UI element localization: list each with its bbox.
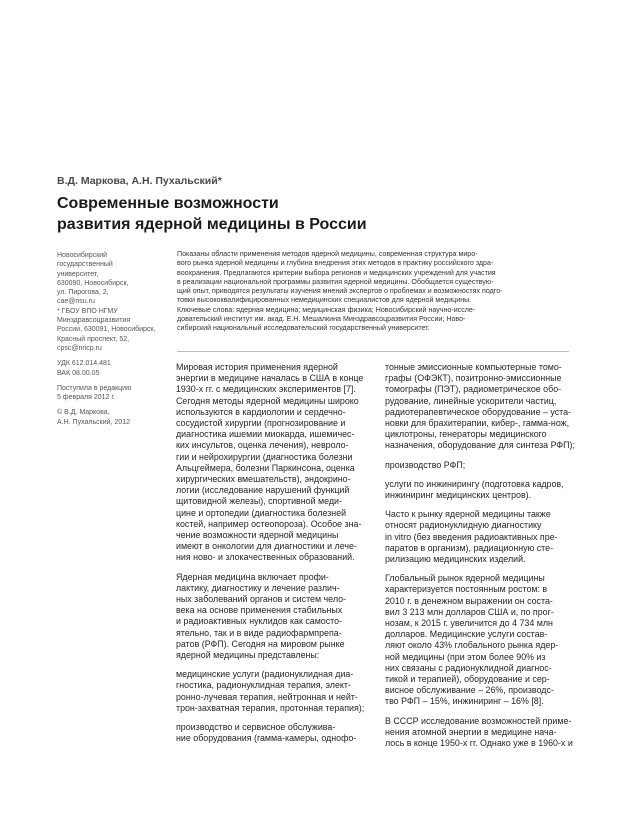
text-line: относят радионуклидную диагностику bbox=[385, 520, 542, 531]
text-line: 5 февраля 2012 г. bbox=[57, 394, 115, 402]
text-line: ляют около 43% глобального рынка ядер- bbox=[385, 640, 559, 651]
abstract-line: Показаны области применения методов ядерной медицины, современная структура миро- bbox=[177, 250, 478, 258]
paragraph bbox=[176, 572, 372, 662]
paragraph bbox=[385, 362, 581, 452]
text-line: Часто к рынку ядерной медицины также bbox=[385, 509, 551, 520]
paragraph bbox=[385, 509, 581, 565]
text-line: висное обслуживание – 26%, производс- bbox=[385, 685, 554, 696]
text-line: графы (ОФЭКТ), позитронно-эмиссионные bbox=[385, 373, 562, 384]
text-line: Красный проспект, 52, bbox=[57, 335, 130, 343]
text-line: чение возможности ядерной медицины bbox=[176, 530, 339, 541]
text-line: ядерной медицины представлены: bbox=[176, 650, 320, 661]
info-block bbox=[57, 408, 169, 427]
paragraph bbox=[385, 716, 581, 750]
text-line: университет, bbox=[57, 270, 99, 278]
text-line: циклотроны, генераторы медицинского bbox=[385, 429, 547, 440]
abstract-line: сибирский национальный исследовательский государственный университет. bbox=[177, 324, 430, 333]
title-line: развития ядерной медицины в России bbox=[57, 216, 367, 233]
text-line: ятельно, так и в виде радиофармпрепа- bbox=[176, 627, 342, 638]
text-line: рилизацию медицинских изделий. bbox=[385, 554, 526, 565]
text-line: тво РФП – 15%, инжиниринг – 16% [8]. bbox=[385, 696, 544, 707]
text-line: диагностика ишемии миокарда, ишемичес- bbox=[176, 429, 355, 440]
text-line: рудование, линейные ускорители частиц, bbox=[385, 395, 557, 406]
text-line: имеют в онкологии для диагностики и лече- bbox=[176, 541, 357, 552]
text-line: и радиоактивных нуклидов как самосто- bbox=[176, 616, 343, 627]
paragraph bbox=[385, 479, 581, 501]
text-line: хирургических вмешательств), эндокрино- bbox=[176, 474, 351, 485]
text-line: Новосибирский bbox=[57, 252, 108, 259]
text-line: Минздравсоцразвития bbox=[57, 317, 131, 325]
text-line: Мировая история применения ядерной bbox=[176, 362, 338, 372]
text-line: энергии в медицине началась в США в конце bbox=[176, 373, 364, 384]
text-line: cpsc@nricp.ru bbox=[57, 344, 102, 352]
text-line: производство РФП; bbox=[385, 459, 466, 470]
text-line: долларов. Медицинские услуги состав- bbox=[385, 629, 548, 640]
text-line: трон-захватная терапия, протонная терапия); bbox=[176, 702, 365, 713]
text-line: нозам, к 2015 г. увеличится до 4 734 млн bbox=[385, 618, 553, 629]
text-line: ние оборудования (гамма-камеры, однофо- bbox=[176, 733, 357, 744]
text-line: УДК 612.014.481 bbox=[57, 360, 111, 368]
text-line: цине и ортопедии (диагностика болезней bbox=[176, 507, 347, 518]
text-line: нения атомной энергии в медицине нача- bbox=[385, 726, 557, 737]
text-line: производство и сервисное обслужива- bbox=[176, 722, 336, 733]
author-info-sidebar bbox=[57, 251, 169, 433]
text-line: 1930-х гг. с медицинских экспериментов [7]. bbox=[176, 384, 356, 395]
text-line: ных заболеваний органов и систем чело- bbox=[176, 594, 346, 605]
abstract-line: товки высококвалифицированных немедицинских специалистов для ядерной медицины. bbox=[177, 296, 472, 305]
abstract-divider bbox=[177, 351, 569, 352]
abstract-line: довательский институт им. акад. Е.Н. Мешалкина Минздравсоцразвития России; Ново- bbox=[177, 315, 466, 324]
text-line: © В.Д. Маркова, bbox=[57, 409, 110, 417]
text-line: тикой и терапией), оборудование и сер- bbox=[385, 674, 550, 685]
info-block bbox=[57, 359, 169, 378]
text-line: in vitro (без введения радиоактивных пре- bbox=[385, 531, 558, 542]
text-line: лось в конце 1950-х гг. Однако уже в 1960-х и bbox=[385, 738, 573, 749]
text-line: характеризуется постоянным ростом: в bbox=[385, 584, 548, 595]
text-line: инжиниринг медицинских центров). bbox=[385, 490, 532, 501]
text-line: гии и нейрохирургии (диагностика болезни bbox=[176, 451, 353, 462]
text-line: Поступила в редакцию bbox=[57, 384, 132, 392]
authors: В.Д. Маркова, А.Н. Пухальский* bbox=[57, 175, 222, 187]
text-line: А.Н. Пухальский, 2012 bbox=[57, 418, 130, 426]
text-line: новки для брахитерапии, кибер-, гамма-нож, bbox=[385, 418, 570, 429]
text-line: Ядерная медицина включает профи- bbox=[176, 571, 329, 582]
text-line: паратов в организм), радиационную сте- bbox=[385, 542, 554, 553]
text-line: века на основе применения стабильных bbox=[176, 605, 343, 616]
info-block bbox=[57, 384, 169, 403]
text-line: В СССР исследование возможностей приме- bbox=[385, 715, 572, 726]
text-line: ронно-лучевая терапия, нейтронная и нейт- bbox=[176, 691, 358, 702]
text-line: щитовидной железы), спортивной меди- bbox=[176, 496, 342, 507]
abstract-line: вого рынка ядерной медицины и глубина внедрения этих методов в практику российского здра- bbox=[177, 259, 494, 268]
text-line: вил 3 213 млн долларов США и, по прог- bbox=[385, 606, 554, 617]
text-line: 2010 г. в денежном выражении он соста- bbox=[385, 595, 553, 606]
text-line: cae@nsu.ru bbox=[57, 298, 95, 306]
text-line: Альцгеймера, болезни Паркинсона, оценка bbox=[176, 462, 355, 473]
paragraph bbox=[176, 722, 372, 744]
text-line: костей, например остеопороза). Особое зна- bbox=[176, 518, 362, 529]
text-line: радиотерапевтическое оборудование – уста- bbox=[385, 406, 572, 417]
text-line: услуги по инжинирингу (подготовка кадров, bbox=[385, 478, 564, 489]
text-line: России, 630091, Новосибирск, bbox=[57, 326, 156, 334]
abstract-line: воохранения. Предлагаются критерии выбора регионов и медицинских учреждений для участия bbox=[177, 268, 496, 277]
text-line: тонные эмиссионные компьютерные томо- bbox=[385, 362, 562, 372]
text-line: 630090, Новосибирск, bbox=[57, 279, 129, 287]
text-line: логии (исследование нарушений функций bbox=[176, 485, 350, 496]
body-column-right bbox=[385, 362, 581, 757]
text-line: назначения, оборудование для синтеза РФП); bbox=[385, 440, 575, 451]
info-block bbox=[57, 251, 169, 353]
text-line: государственный bbox=[57, 261, 113, 269]
text-line: ВАК 08.00.05 bbox=[57, 369, 100, 377]
text-line: Сегодня методы ядерной медицины широко bbox=[176, 395, 359, 406]
text-line: гностика, радионуклидная терапия, элект- bbox=[176, 680, 351, 691]
paragraph bbox=[385, 573, 581, 707]
abstract-line: Ключевые слова: ядерная медицина; медицинская физика; Новосибирский научно-иссле- bbox=[177, 305, 476, 314]
title-line: Современные возможности bbox=[57, 195, 279, 212]
abstract-line: в реализации национальной программы развития ядерной медицины. Обобщается существую- bbox=[177, 277, 494, 286]
text-line: ной медицины (при этом более 90% из bbox=[385, 651, 546, 662]
text-line: сосудистой хирургии (прогнозирование и bbox=[176, 418, 346, 429]
text-line: томографы (ПЭТ), радиометрическое обо- bbox=[385, 384, 562, 395]
text-line: ния ново- и злокачественных образований. bbox=[176, 552, 355, 563]
abstract bbox=[177, 250, 569, 334]
text-line: ул. Пирогова, 2, bbox=[57, 289, 109, 297]
text-line: ратов (РФП). Сегодня на мировом рынке bbox=[176, 638, 345, 649]
article-title bbox=[57, 193, 537, 235]
text-line: Глобальный рынок ядерной медицины bbox=[385, 573, 545, 584]
text-line: медицинские услуги (радионуклидная диа- bbox=[176, 669, 354, 680]
paragraph bbox=[176, 669, 372, 714]
text-line: них связаны с радионуклидной диагнос- bbox=[385, 662, 552, 673]
text-line: используются в кардиологии и сердечно- bbox=[176, 406, 346, 417]
paragraph bbox=[385, 460, 581, 471]
abstract-line: щий опыт, приводятся результаты изучения мнений экспертов о проблемах и возможностях подго- bbox=[177, 287, 503, 296]
paragraph bbox=[176, 362, 372, 564]
text-line: * ГБОУ ВПО НГМУ bbox=[57, 307, 118, 315]
body-column-left bbox=[176, 362, 372, 753]
text-line: ких инсультов, оценка лечения), невроло- bbox=[176, 440, 349, 451]
text-line: лактику, диагностику и лечение различ- bbox=[176, 582, 340, 593]
